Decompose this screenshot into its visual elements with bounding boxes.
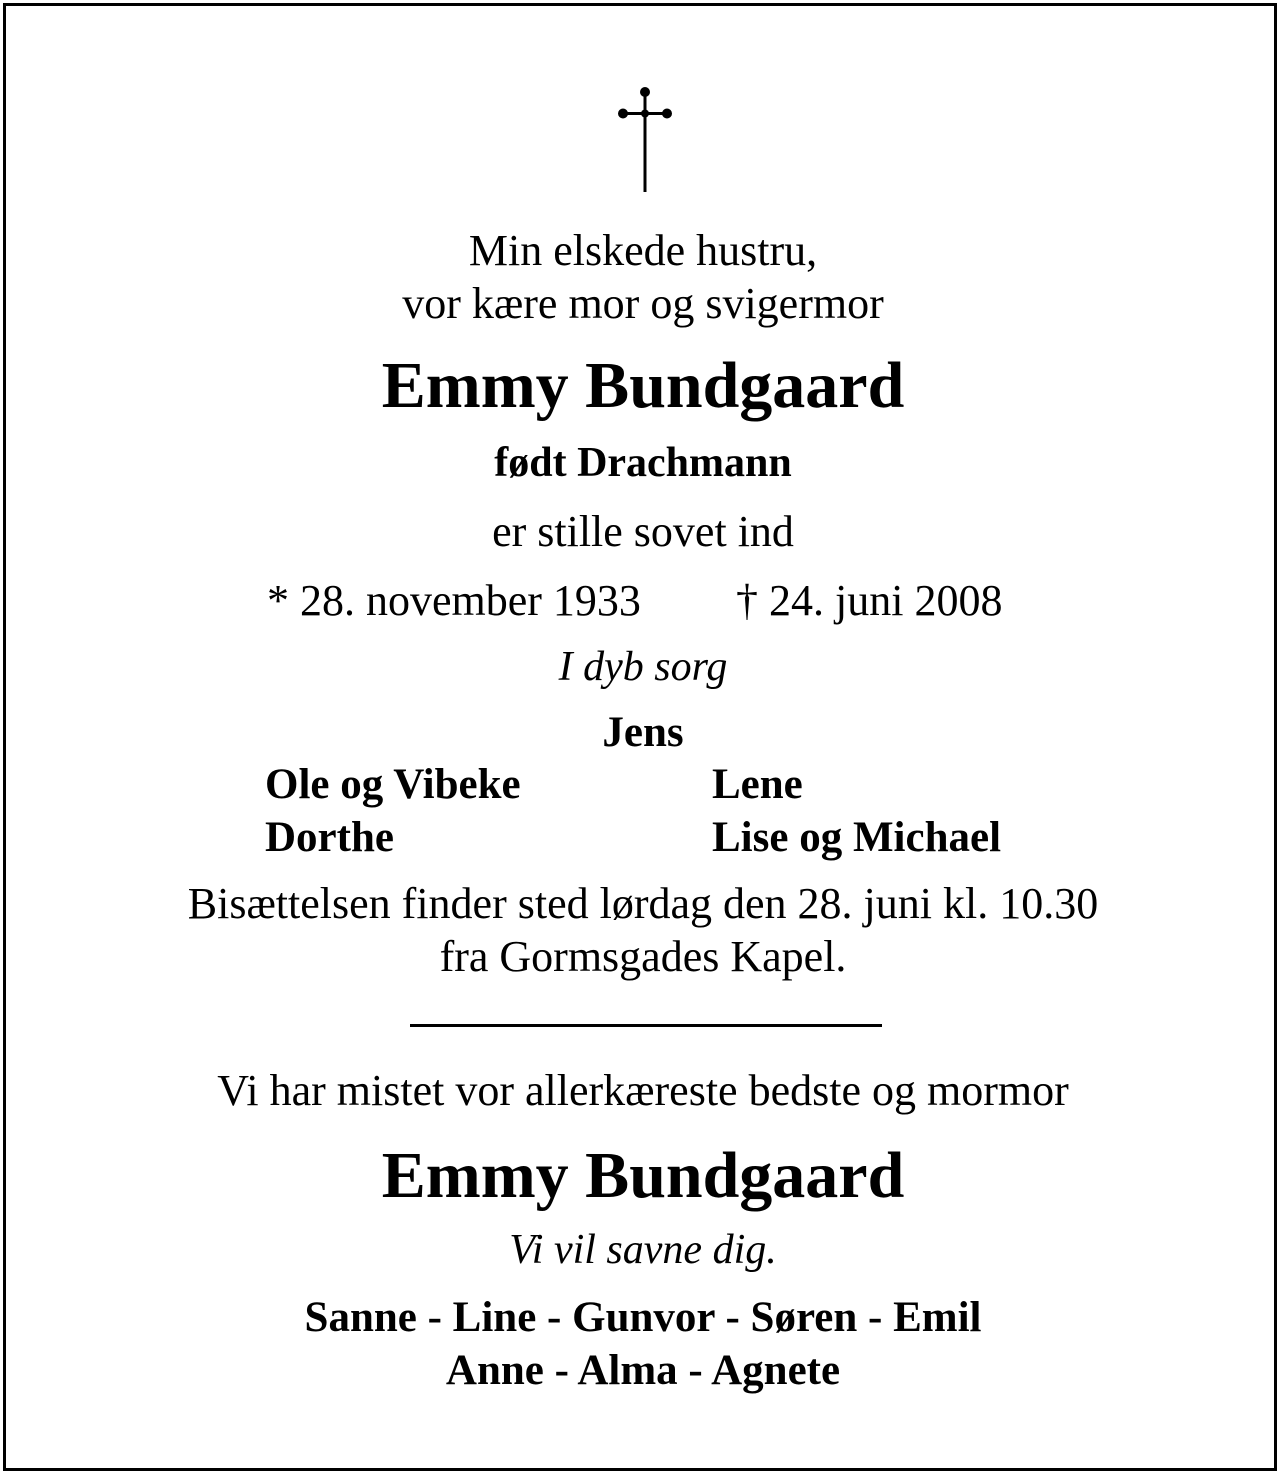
obituary-frame xyxy=(3,3,1277,1471)
farewell-text: Vi vil savne dig. xyxy=(509,1227,777,1273)
mourning-text: I dyb sorg xyxy=(558,644,728,690)
birth-name: født Drachmann xyxy=(494,440,792,486)
funeral-line-1: Bisættelsen finder sted lørdag den 28. juni kl. 10.30 xyxy=(187,879,1099,928)
birth-date: * 28. november 1933 xyxy=(267,576,641,625)
death-date: † 24. juni 2008 xyxy=(736,576,1003,625)
family-right-2: Lise og Michael xyxy=(712,814,1002,861)
grandchildren-intro: Vi har mistet vor allerkæreste bedste og mormor xyxy=(217,1066,1069,1115)
deceased-name: Emmy Bundgaard xyxy=(381,349,905,422)
passed-text: er stille sovet ind xyxy=(492,507,794,556)
grandchildren-names-line-1: Sanne - Line - Gunvor - Søren - Emil xyxy=(304,1294,982,1341)
grandchildren-names-line-2: Anne - Alma - Agnete xyxy=(445,1347,841,1394)
cross-icon xyxy=(617,86,673,192)
husband-name: Jens xyxy=(602,709,684,756)
family-right-1: Lene xyxy=(712,761,803,808)
section-divider xyxy=(410,1024,882,1027)
intro-line-1: Min elskede hustru, xyxy=(468,226,818,275)
family-left-1: Ole og Vibeke xyxy=(265,761,521,808)
grandchildren-deceased-name: Emmy Bundgaard xyxy=(381,1139,905,1212)
family-left-2: Dorthe xyxy=(265,814,394,861)
intro-line-2: vor kære mor og svigermor xyxy=(402,279,884,328)
funeral-line-2: fra Gormsgades Kapel. xyxy=(439,932,847,981)
